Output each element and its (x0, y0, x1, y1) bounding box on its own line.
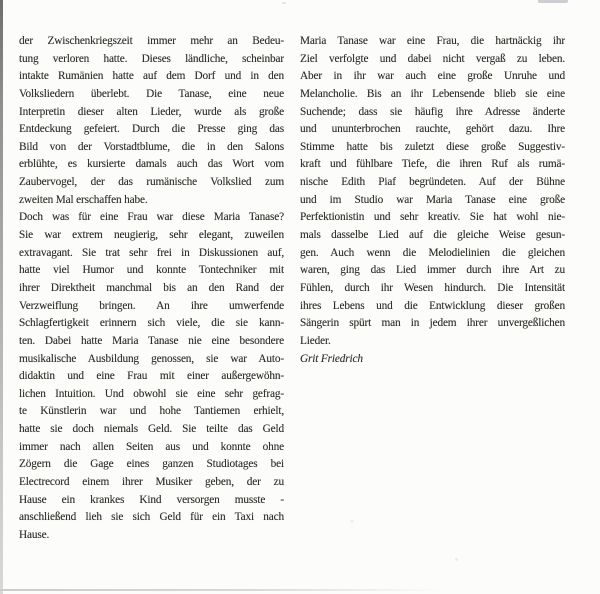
scan-speck (455, 558, 458, 561)
text-line: Zaubervogel, der das rumänische Volkslied zum (19, 176, 284, 189)
text-line: Electrecord einem ihrer Musiker geben, der zu (19, 476, 284, 489)
scan-edge-left-line (0, 0, 3, 594)
text-line: musikalische Ausbildung genossen, sie war Auto- (19, 352, 284, 365)
text-line: nische Edith Piaf begründeten. Auf der Bühne (300, 176, 565, 189)
text-line: Entdeckung gefeiert. Durch die Presse ging das (19, 123, 284, 136)
text-line: Bild von der Vorstadtblume, die in den Salons (19, 140, 284, 153)
text-line: lichen Intuition. Und obwohl sie eine sehr gefrag- (19, 387, 284, 400)
text-line: Hause ein krankes Kind versorgen musste - (19, 493, 284, 506)
text-line: immer nach allen Seiten aus und konnte ohne (19, 440, 284, 453)
text-line: Suchende; dass sie häufig ihre Adresse änderte (300, 105, 565, 118)
text-line: extravagant. Sie trat sehr frei in Diskussionen auf, (19, 246, 284, 259)
text-line: kraft und fühlbare Tiefe, die ihren Ruf als rumä- (300, 158, 565, 171)
text-line: Aber in ihr war auch eine große Unruhe und (300, 70, 565, 83)
text-line: Ziel verfolgte und dabei nicht vergaß zu leben. (300, 52, 565, 65)
text-line: hatte viel Humor und konnte Tontechniker mit (19, 264, 284, 277)
text-line: gen. Auch wenn die Melodielinien die gleichen (300, 246, 565, 259)
text-line: Perfektionistin und sehr kreativ. Sie hat wohl nie- (300, 211, 565, 224)
text-line: Maria Tanase war eine Frau, die hartnäckig ihr (300, 35, 565, 47)
text-line: Volksliedern überlebt. Die Tanase, eine neue (19, 87, 284, 100)
text-line: Doch was für eine Frau war diese Maria Tanase? (19, 211, 284, 224)
text-line: Sängerin spürt man in jedem ihrer unvergeßlichen (300, 317, 565, 330)
scan-speck (282, 2, 286, 4)
scan-edge-bottom-line (0, 589, 445, 591)
text-line: und im Studio war Maria Tanase eine große (300, 193, 565, 206)
scan-speck (350, 520, 354, 523)
text-line: Stimme hatte bis zuletzt diese große Suggestiv- (300, 140, 565, 153)
text-line: Grit Friedrich (300, 352, 363, 365)
text-line: Hause. (19, 528, 50, 541)
text-line: ten. Dabei hatte Maria Tanase nie eine besondere (19, 334, 284, 347)
left-text-column (19, 33, 284, 545)
text-line: ihrer Direktheit manchmal bis an den Rand der (19, 281, 284, 294)
text-line: Interpretin dieser alten Lieder, wurde als große (19, 105, 284, 118)
text-line: didaktin und eine Frau mit einer außergewöhn- (19, 370, 284, 383)
text-line: anschließend lieh sie sich Geld für ein Taxi nach (19, 511, 284, 524)
text-line: Schlagfertigkeit erinnern sich viele, die sie kann- (19, 317, 284, 330)
text-line: Fühlen, durch ihr Wesen hindurch. Die Intensität (300, 281, 565, 294)
text-line: te Künstlerin war und hohe Tantiemen erhielt, (19, 405, 284, 418)
text-line: waren, ging das Lied immer durch ihre Art zu (300, 264, 565, 277)
scan-smudge-top (538, 0, 568, 3)
text-line: und ununterbrochen rauchte, gehört dazu. Ihre (300, 123, 565, 136)
text-line: intakte Rumänien hatte auf dem Dorf und in den (19, 70, 284, 83)
text-line: zweiten Mal erschaffen habe. (19, 193, 148, 206)
text-line: Lieder. (300, 334, 331, 347)
text-line: hatte sie doch niemals Geld. Sie teilte das Geld (19, 423, 284, 436)
text-line: tung verloren hatte. Dieses ländliche, scheinbar (19, 52, 284, 65)
text-line: mals dasselbe Lied auf die gleiche Weise gesun- (300, 229, 565, 242)
text-line: Sie war extrem neugierig, sehr elegant, zuweilen (19, 229, 284, 242)
text-line: ihres Lebens und die Entwicklung dieser großen (300, 299, 565, 312)
text-line: Zögern die Gage eines ganzen Studiotages bei (19, 458, 284, 471)
text-line: Verzweiflung bringen. An ihre umwerfende (19, 299, 284, 312)
right-text-column (300, 33, 565, 368)
text-line: der Zwischenkriegszeit immer mehr an Bedeu- (19, 35, 284, 47)
text-line: erblühte, es kursierte damals auch das Wort vom (19, 158, 284, 171)
text-line: Melancholie. Bis an ihr Lebensende blieb sie eine (300, 87, 565, 100)
